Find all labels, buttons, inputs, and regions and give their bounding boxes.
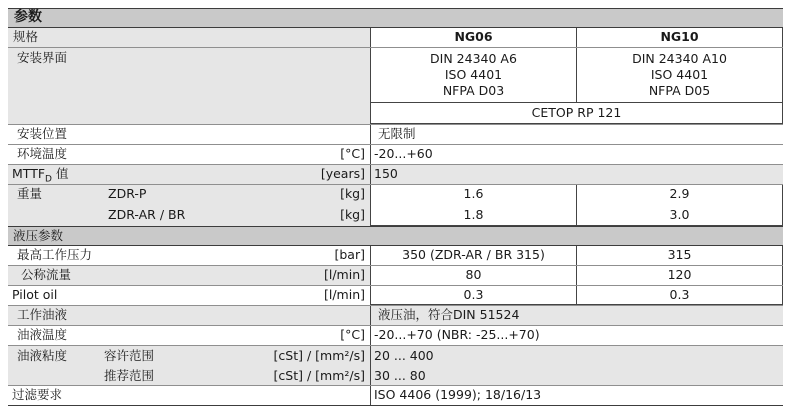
- label-mounting-interface: 安装界面: [17, 50, 68, 65]
- row-rule: [8, 265, 783, 266]
- ng06-pilot-oil: 0.3: [463, 287, 484, 302]
- weight-variant-zdrar: ZDR-AR / BR: [108, 207, 186, 222]
- ng10-weight-zdrar: 3.0: [669, 207, 690, 222]
- ng10-interface-line1: DIN 24340 A10: [632, 51, 727, 66]
- value-mttfd: 150: [374, 166, 398, 181]
- ng10-nominal-flow: 120: [667, 267, 692, 282]
- label-max-pressure: 最高工作压力: [17, 247, 93, 262]
- ng10-weight-zdrp: 2.9: [669, 186, 690, 201]
- viscosity-permissible-range: 容许范围: [104, 348, 155, 363]
- value-fluid-temperature: -20...+70 (NBR: -25...+70): [374, 327, 540, 342]
- label-mttfd: $MTTF_D$ 值: [12, 166, 69, 185]
- section-title-general: 参数: [14, 9, 42, 25]
- label-installation-position: 安装位置: [17, 126, 68, 141]
- header-ng10: NG10: [660, 29, 699, 44]
- weight-variant-zdrp: ZDR-P: [108, 186, 147, 201]
- row-rule: [8, 325, 783, 326]
- value-viscosity-recommended: 30 ... 80: [374, 368, 426, 383]
- label-nominal-flow: 公称流量: [21, 267, 72, 282]
- ng06-interface-line2: ISO 4401: [444, 67, 503, 82]
- label-size: 规格: [13, 29, 39, 44]
- row-rule: [8, 124, 783, 125]
- ng06-interface-line1: DIN 24340 A6: [430, 51, 517, 66]
- unit-viscosity: [cSt] / [mm²/s]: [273, 368, 365, 383]
- label-fluid-temperature: 油液温度: [17, 327, 68, 342]
- row-rule: [8, 245, 783, 246]
- ng06-nominal-flow: 80: [465, 267, 482, 282]
- row-rule: [8, 285, 783, 286]
- ng06-interface-line3: NFPA D03: [442, 83, 505, 98]
- row-rule: [8, 144, 783, 145]
- unit-fluid-temperature: [°C]: [340, 327, 365, 342]
- viscosity-recommended-range: 推荐范围: [104, 368, 155, 383]
- label-ambient-temperature: 环境温度: [17, 146, 68, 161]
- row-rule: [8, 164, 783, 165]
- unit-nominal-flow: [l/min]: [323, 267, 365, 282]
- unit-pilot-oil: [l/min]: [323, 287, 365, 302]
- table-top-rule: [8, 8, 783, 9]
- ng10-interface-line3: NFPA D05: [648, 83, 711, 98]
- row-rule: [8, 345, 783, 346]
- unit-ambient-temperature: [°C]: [340, 146, 365, 161]
- unit-viscosity: [cSt] / [mm²/s]: [273, 348, 365, 363]
- ng10-max-pressure: 315: [667, 247, 692, 262]
- value-viscosity-permissible: 20 ... 400: [374, 348, 434, 363]
- table-bottom-rule: [8, 405, 783, 406]
- value-ambient-temperature: -20...+60: [374, 146, 433, 161]
- header-ng06: NG06: [454, 29, 493, 44]
- row-rule: [8, 385, 783, 386]
- row-rule: [8, 226, 783, 227]
- section-title-hydraulic: 液压参数: [13, 228, 64, 243]
- ng06-max-pressure: 350 (ZDR-AR / BR 315): [402, 247, 545, 262]
- unit-mttfd: [years]: [320, 166, 365, 181]
- unit-weight: [kg]: [340, 207, 365, 222]
- unit-max-pressure: [bar]: [334, 247, 365, 262]
- value-filtration: ISO 4406 (1999); 18/16/13: [374, 387, 542, 402]
- ng06-weight-zdrar: 1.8: [463, 207, 484, 222]
- ng10-interface-line2: ISO 4401: [650, 67, 709, 82]
- column-divider: [370, 124, 371, 184]
- row-rule: [8, 305, 783, 306]
- label-viscosity: 油液粘度: [17, 348, 68, 363]
- ng10-pilot-oil: 0.3: [669, 287, 690, 302]
- column-divider: [370, 305, 371, 405]
- unit-weight: [kg]: [340, 186, 365, 201]
- value-hydraulic-fluid: 液压油，符合DIN 51524: [378, 307, 520, 322]
- value-installation-position: 无限制: [378, 126, 416, 141]
- ng06-weight-zdrp: 1.6: [463, 186, 484, 201]
- row-rule: [8, 184, 783, 185]
- label-weight: 重量: [17, 186, 43, 201]
- row-rule: [8, 47, 783, 48]
- label-pilot-oil: Pilot oil: [12, 287, 58, 302]
- label-hydraulic-fluid: 工作油液: [17, 307, 68, 322]
- cetop-value: CETOP RP 121: [531, 105, 622, 120]
- section-header-band: [8, 8, 783, 27]
- section-header-band: [8, 226, 783, 245]
- row-rule: [8, 27, 783, 28]
- label-filtration: 过滤要求: [12, 387, 63, 402]
